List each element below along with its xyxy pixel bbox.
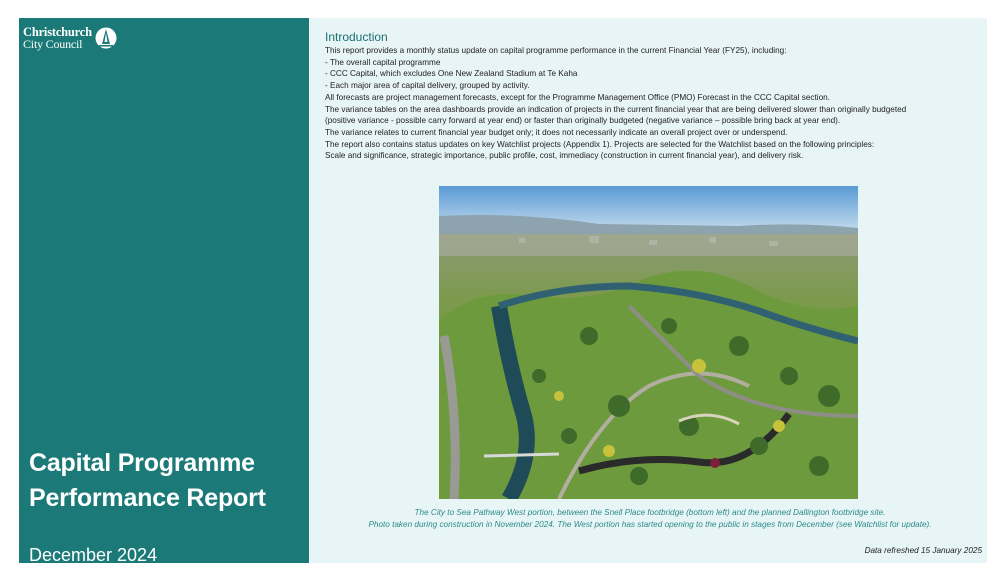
- intro-paragraph: - CCC Capital, which excludes One New Zealand Stadium at Te Kaha: [325, 69, 578, 79]
- report-date: December 2024: [29, 545, 158, 565]
- intro-paragraph: (positive variance - possible carry forward at year end) or faster than originally budgeted (negative variance – possible bring back at year end).: [325, 116, 841, 126]
- photo-caption-line1: The City to Sea Pathway West portion, between the Snell Place footbridge (bottom left) and the planned Dallington footbridge site.: [414, 508, 886, 517]
- intro-paragraph: The report also contains status updates on key Watchlist projects (Appendix 1). Projects are selected for the Watchlist based on the following principles:: [325, 139, 875, 149]
- intro-paragraph: - Each major area of capital delivery, grouped by activity.: [325, 81, 530, 91]
- photo-caption-line2: Photo taken during construction in November 2024. The West portion has started opening to the public in stages from December (see Watchlist for update).: [368, 520, 932, 529]
- intro-body: [325, 45, 980, 162]
- title-panel: [19, 18, 309, 563]
- intro-paragraph: - The overall capital programme: [325, 57, 441, 67]
- logo-org-line2: City Council: [23, 37, 83, 51]
- data-refreshed-note: Data refreshed 15 January 2025: [864, 546, 982, 555]
- aerial-photo: [439, 186, 858, 499]
- logo-org-line1: Christchurch: [23, 25, 92, 39]
- intro-heading: Introduction: [325, 30, 388, 44]
- council-logo: [23, 26, 117, 50]
- report-title-line2: Performance Report: [29, 484, 266, 512]
- photo-caption: [320, 507, 980, 531]
- report-title-line1: Capital Programme: [29, 449, 255, 477]
- intro-paragraph: The variance tables on the area dashboards provide an indication of projects in the current financial year that are being delivered slower than originally budgeted: [325, 104, 907, 114]
- content-panel: [310, 18, 987, 563]
- cathedral-emblem-icon: [95, 27, 117, 49]
- intro-paragraph: The variance relates to current financial year budget only; it does not necessarily indicate an overall project over or underspend.: [325, 127, 788, 137]
- intro-paragraph: Scale and significance, strategic importance, public profile, cost, immediacy (construction in current financial year), and delivery risk.: [325, 151, 804, 161]
- report-title: [29, 446, 304, 516]
- aerial-photo-illustration: [439, 186, 858, 499]
- intro-paragraph: All forecasts are project management forecasts, except for the Programme Management Office (PMO) Forecast in the CCC Capital section.: [325, 92, 830, 102]
- intro-paragraph: This report provides a monthly status update on capital programme performance in the current Financial Year (FY25), including:: [325, 46, 787, 55]
